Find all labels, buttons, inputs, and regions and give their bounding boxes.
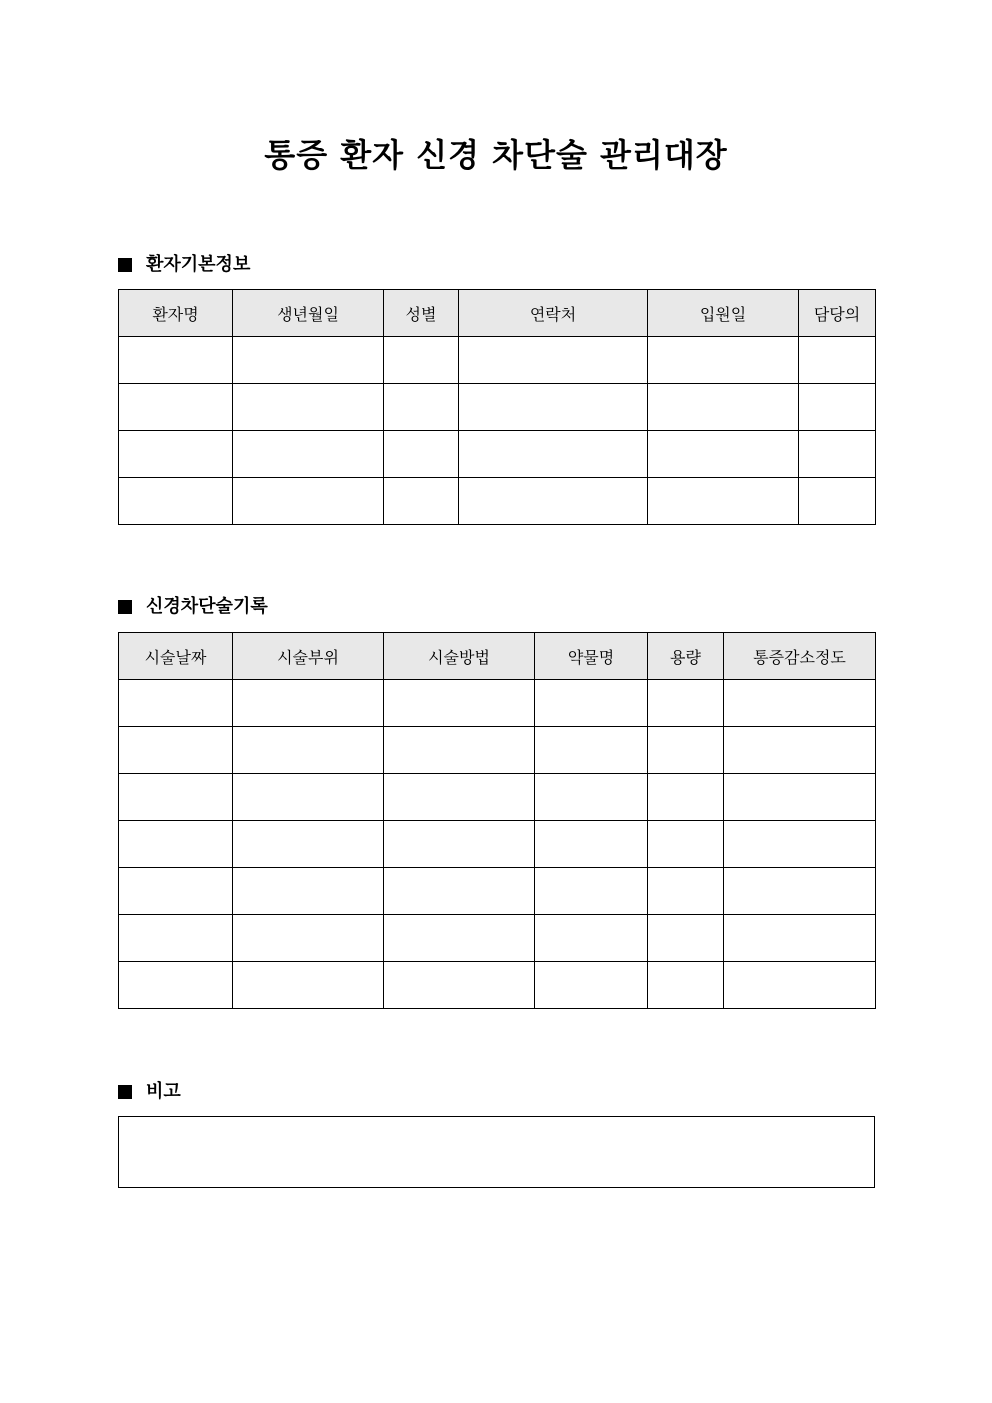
- table-cell[interactable]: [384, 821, 535, 868]
- table-row: [119, 727, 876, 774]
- table-cell[interactable]: [119, 478, 233, 525]
- remarks-field[interactable]: [118, 1116, 875, 1188]
- patient-info-table: [118, 289, 876, 525]
- table-cell[interactable]: [384, 868, 535, 915]
- table-cell[interactable]: [724, 821, 876, 868]
- table-cell[interactable]: [384, 727, 535, 774]
- patient-info-heading-label: 환자기본정보: [146, 254, 251, 275]
- table-cell[interactable]: [648, 962, 724, 1009]
- table-cell[interactable]: [648, 915, 724, 962]
- table-cell[interactable]: [648, 821, 724, 868]
- table-cell[interactable]: [233, 774, 384, 821]
- table-row: [119, 868, 876, 915]
- table-cell[interactable]: [799, 337, 876, 384]
- table-cell[interactable]: [233, 337, 384, 384]
- table-cell[interactable]: [535, 774, 648, 821]
- table-cell[interactable]: [233, 915, 384, 962]
- table-cell[interactable]: [724, 868, 876, 915]
- table-cell[interactable]: [648, 680, 724, 727]
- table-cell[interactable]: [233, 431, 384, 478]
- column-header-birth-date: 생년월일: [233, 290, 384, 337]
- patient-info-heading: [118, 252, 250, 278]
- table-cell[interactable]: [384, 680, 535, 727]
- table-cell[interactable]: [799, 384, 876, 431]
- table-cell[interactable]: [535, 821, 648, 868]
- procedure-record-heading-label: 신경차단술기록: [146, 596, 268, 617]
- table-cell[interactable]: [119, 384, 233, 431]
- table-cell[interactable]: [119, 680, 233, 727]
- square-bullet-icon: [118, 600, 132, 614]
- table-cell[interactable]: [233, 680, 384, 727]
- column-header-dose: 용량: [648, 633, 724, 680]
- table-cell[interactable]: [724, 680, 876, 727]
- table-row: [119, 821, 876, 868]
- patient-info-body: [119, 337, 876, 525]
- procedure-record-body: [119, 680, 876, 1009]
- table-cell[interactable]: [384, 384, 459, 431]
- square-bullet-icon: [118, 258, 132, 272]
- table-cell[interactable]: [119, 431, 233, 478]
- column-header-procedure-site: 시술부위: [233, 633, 384, 680]
- table-cell[interactable]: [384, 915, 535, 962]
- table-cell[interactable]: [648, 384, 799, 431]
- table-cell[interactable]: [119, 915, 233, 962]
- column-header-patient-name: 환자명: [119, 290, 233, 337]
- table-cell[interactable]: [233, 478, 384, 525]
- remarks-heading: [118, 1079, 181, 1105]
- square-bullet-icon: [118, 1085, 132, 1099]
- table-cell[interactable]: [459, 337, 648, 384]
- table-cell[interactable]: [648, 431, 799, 478]
- table-row: [119, 774, 876, 821]
- table-row: [119, 337, 876, 384]
- column-header-admission-date: 입원일: [648, 290, 799, 337]
- table-cell[interactable]: [535, 680, 648, 727]
- table-cell[interactable]: [384, 774, 535, 821]
- document-title: 통증 환자 신경 차단술 관리대장: [264, 136, 728, 174]
- column-header-drug-name: 약물명: [535, 633, 648, 680]
- column-header-procedure-method: 시술방법: [384, 633, 535, 680]
- table-cell[interactable]: [724, 915, 876, 962]
- procedure-record-table: [118, 632, 876, 1009]
- table-row: [119, 384, 876, 431]
- table-cell[interactable]: [119, 727, 233, 774]
- table-cell[interactable]: [119, 821, 233, 868]
- column-header-procedure-date: 시술날짜: [119, 633, 233, 680]
- table-cell[interactable]: [535, 962, 648, 1009]
- table-cell[interactable]: [459, 478, 648, 525]
- table-cell[interactable]: [799, 431, 876, 478]
- table-cell[interactable]: [724, 727, 876, 774]
- table-cell[interactable]: [535, 915, 648, 962]
- table-cell[interactable]: [648, 478, 799, 525]
- procedure-record-heading: [118, 594, 268, 620]
- remarks-heading-label: 비고: [146, 1081, 181, 1102]
- table-cell[interactable]: [799, 478, 876, 525]
- table-cell[interactable]: [648, 337, 799, 384]
- table-row: [119, 680, 876, 727]
- table-cell[interactable]: [648, 868, 724, 915]
- table-cell[interactable]: [724, 962, 876, 1009]
- column-header-sex: 성별: [384, 290, 459, 337]
- table-cell[interactable]: [119, 337, 233, 384]
- table-cell[interactable]: [384, 478, 459, 525]
- table-row: [119, 431, 876, 478]
- table-cell[interactable]: [233, 962, 384, 1009]
- table-row: [119, 962, 876, 1009]
- column-header-attending-physician: 담당의: [799, 290, 876, 337]
- patient-info-header-row: [119, 290, 876, 337]
- table-cell[interactable]: [119, 868, 233, 915]
- procedure-record-header-row: [119, 633, 876, 680]
- table-cell[interactable]: [648, 727, 724, 774]
- table-cell[interactable]: [648, 774, 724, 821]
- table-row: [119, 915, 876, 962]
- table-cell[interactable]: [233, 727, 384, 774]
- table-cell[interactable]: [119, 962, 233, 1009]
- table-cell[interactable]: [384, 431, 459, 478]
- table-row: [119, 478, 876, 525]
- column-header-contact: 연락처: [459, 290, 648, 337]
- table-cell[interactable]: [459, 431, 648, 478]
- table-cell[interactable]: [724, 774, 876, 821]
- table-cell[interactable]: [119, 774, 233, 821]
- table-cell[interactable]: [384, 337, 459, 384]
- table-cell[interactable]: [233, 384, 384, 431]
- table-cell[interactable]: [233, 821, 384, 868]
- table-cell[interactable]: [384, 962, 535, 1009]
- table-cell[interactable]: [459, 384, 648, 431]
- table-cell[interactable]: [535, 868, 648, 915]
- column-header-pain-reduction: 통증감소정도: [724, 633, 876, 680]
- table-cell[interactable]: [535, 727, 648, 774]
- table-cell[interactable]: [233, 868, 384, 915]
